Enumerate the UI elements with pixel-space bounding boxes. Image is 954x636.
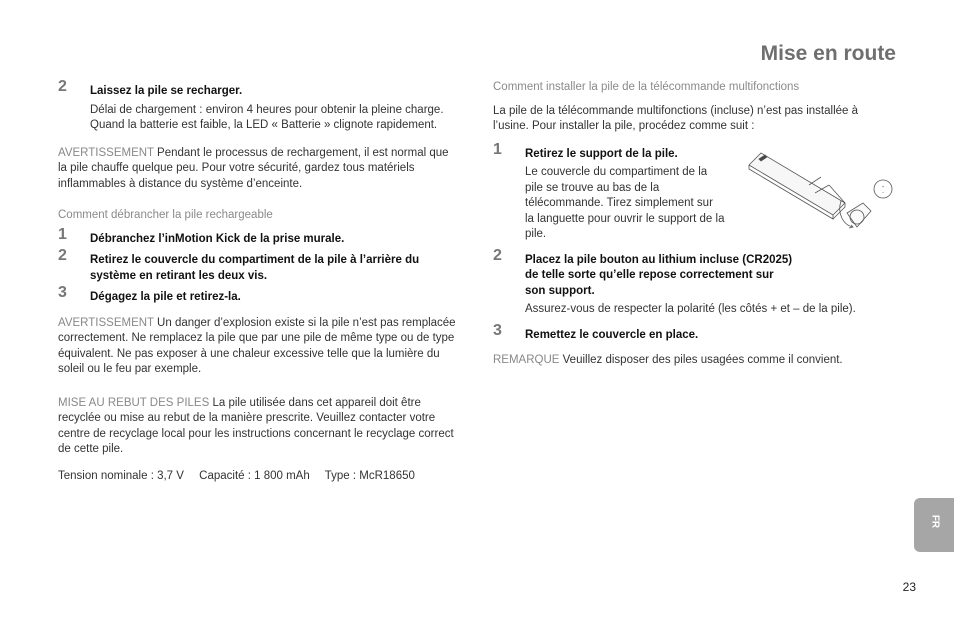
note-text: Veuillez disposer des piles usagées comme il convient.: [559, 354, 843, 366]
step-number: 3: [493, 321, 502, 339]
battery-specs: [58, 469, 460, 485]
left-column: [58, 78, 460, 484]
svg-text:+: +: [881, 184, 885, 189]
step-detail: [90, 103, 460, 134]
spec-type: Type : McR18650: [324, 469, 415, 482]
disposal-label: MISE AU REBUT DES PILES: [58, 396, 210, 409]
step-number: 2: [58, 78, 67, 95]
install-intro: La pile de la télécommande multifonctions (incluse) n’est pas installée à l’usine. Pour installer la pile, procédez comme suit :: [493, 104, 859, 132]
step-number: 2: [493, 246, 502, 264]
language-tab: [914, 498, 954, 552]
spec-capacity: Capacité : 1 800 mAh: [199, 469, 310, 482]
step-title: Retirez le support de la pile.: [525, 147, 678, 160]
step-title: Retirez le couvercle du compartiment de la pile à l’arrière du système en retirant les deux vis.: [90, 254, 420, 282]
section-heading-remove: Comment débrancher la pile rechargeable: [58, 209, 273, 221]
low-battery-note: Quand la batterie est faible, la LED « Batterie » clignote rapidement.: [90, 119, 438, 131]
page-number: 23: [902, 580, 916, 594]
charge-duration: Délai de chargement : environ 4 heures pour obtenir la pleine charge.: [90, 103, 444, 116]
step-number: 2: [58, 247, 67, 264]
install-step: [493, 246, 873, 318]
section-heading-install: Comment installer la pile de la télécommande multifonctions: [493, 81, 800, 93]
spec-voltage: Tension nominale : 3,7 V: [58, 469, 184, 482]
remove-step: [58, 225, 460, 248]
step-number: 1: [493, 140, 502, 158]
remove-step: [58, 284, 460, 306]
step-detail: Le couvercle du compartiment de la pile se trouve au bas de la télécommande. Tirez simplement sur la languette pour ouvrir le support de la pile.: [525, 166, 725, 240]
step-detail: Assurez-vous de respecter la polarité (les côtés + et – de la pile).: [525, 303, 856, 315]
step-title: Remettez le couvercle en place.: [525, 328, 699, 341]
step-title: Débranchez l’inMotion Kick de la prise murale.: [90, 232, 345, 245]
remove-step: [58, 247, 460, 284]
step-number: 3: [58, 284, 67, 301]
note-label: REMARQUE: [493, 354, 560, 366]
warning-label: AVERTISSEMENT: [58, 316, 154, 329]
warning-explosion: [58, 316, 460, 378]
note: [493, 353, 873, 369]
remote-battery-illustration: [745, 141, 897, 241]
language-code: FR: [929, 514, 941, 529]
step-title: Dégagez la pile et retirez-la.: [90, 291, 241, 303]
step-title: Laissez la pile se recharger.: [90, 85, 243, 97]
page-title: Mise en route: [760, 42, 896, 65]
step-number: 1: [58, 225, 67, 243]
warning-label: AVERTISSEMENT: [58, 146, 154, 159]
disposal-text: La pile utilisée dans cet appareil doit être recyclée ou mise au rebut de la manière prescrite. Veuillez contacter votre centre de recyclage local pour les instructions concernant le recyclage correct de cette pile.: [58, 396, 454, 455]
warning-text: Un danger d’explosion existe si la pile n’est pas remplacée correctement. Ne remplacez la pile que par une pile de même type ou de type équivalent. Ne pas exposer à une chaleur excessive telle que la lumière du soleil ou le feu par exemple.: [58, 316, 456, 375]
svg-text:–: –: [881, 189, 885, 194]
charge-step: [58, 78, 460, 134]
step-title: Placez la pile bouton au lithium incluse (CR2025) de telle sorte qu’elle repose correctement sur son support.: [525, 253, 793, 297]
install-step: [493, 321, 873, 344]
install-step: [493, 140, 725, 243]
warning-heat: [58, 146, 460, 193]
disposal-notice: [58, 396, 460, 458]
warning-text: Pendant le processus de rechargement, il est normal que la pile chauffe quelque peu. Pour votre sécurité, gardez tous matériels inflammables à distance du système d’enceinte.: [58, 146, 449, 190]
